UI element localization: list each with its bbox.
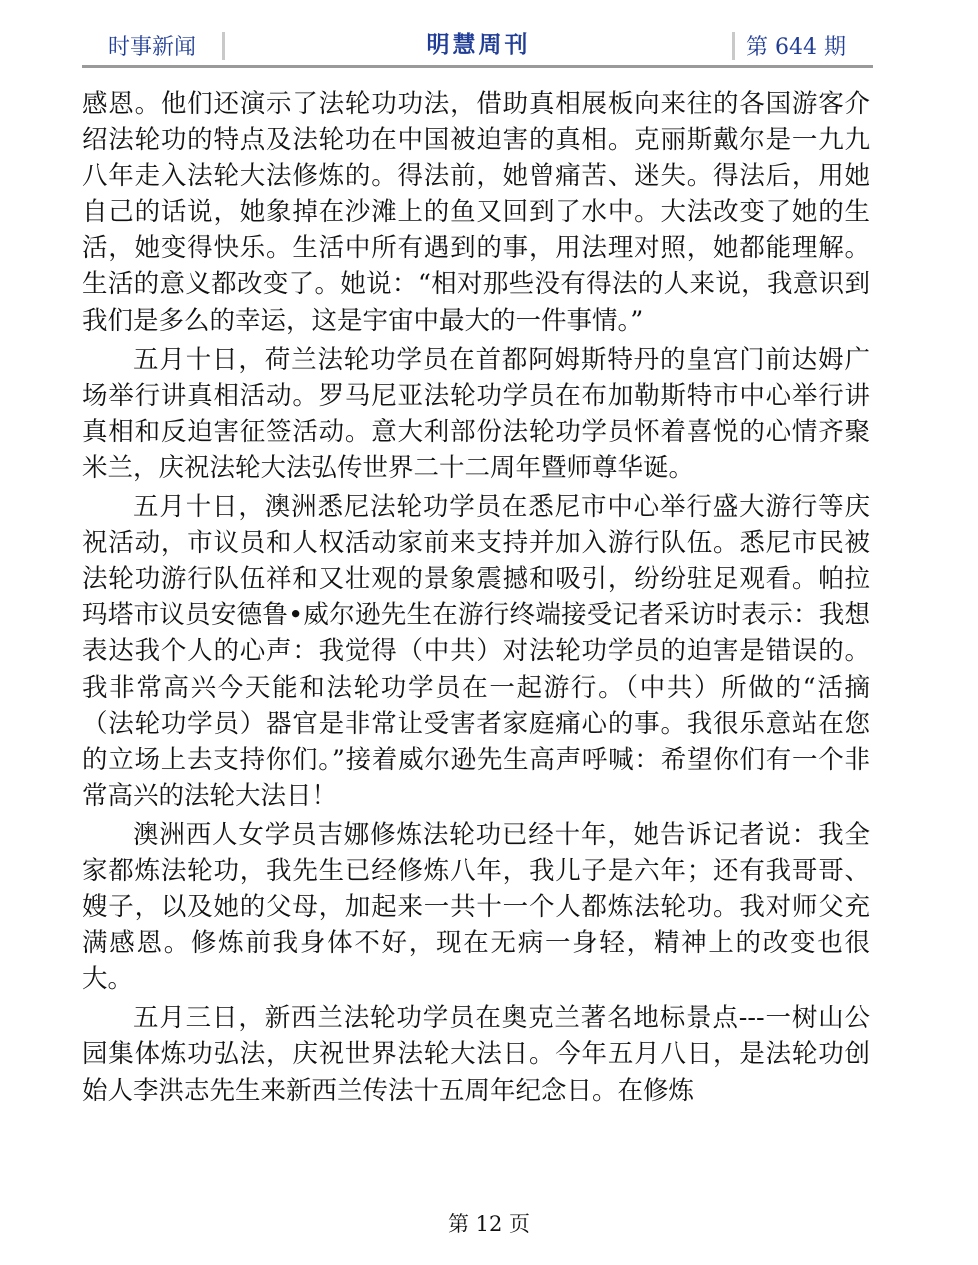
issue-number: 第 644 期 [746, 35, 846, 60]
header-divider [732, 32, 735, 60]
paragraph: 五月十日，荷兰法轮功学员在首都阿姆斯特丹的皇宫门前达姆广场举行讲真相活动。罗马尼亚法轮功学员在布加勒斯特市中心举行讲真相和反迫害征签活动。意大利部份法轮功学员怀着喜悦的心情齐聚米兰，庆祝法轮大法弘传世界二十二周年暨师尊华诞。 [82, 344, 870, 483]
paragraph: 澳洲西人女学员吉娜修炼法轮功已经十年，她告诉记者说：我全家都炼法轮功，我先生已经修炼八年，我儿子是六年；还有我哥哥、嫂子，以及她的父母，加起来一共十一个人都炼法轮功。我对师父充满感恩。修炼前我身体不好，现在无病一身轻，精神上的改变也很大。 [82, 819, 870, 995]
article-body [82, 86, 870, 1186]
page-number: 第 12 页 [447, 1212, 531, 1236]
page-header [82, 22, 873, 66]
publication-title: 明慧周刊 [426, 32, 531, 58]
paragraph: 感恩。他们还演示了法轮功功法，借助真相展板向来往的各国游客介绍法轮功的特点及法轮功在中国被迫害的真相。克丽斯戴尔是一九九八年走入法轮大法修炼的。得法前，她曾痛苦、迷失。得法后，用她自己的话说，她象掉在沙滩上的鱼又回到了水中。大法改变了她的生活，她变得快乐。生活中所有遇到的事，用法理对照，她都能理解。生活的意义都改变了。她说：“相对那些没有得法的人来说，我意识到我们是多么的幸运，这是宇宙中最大的一件事情。” [82, 89, 870, 336]
header-rule [82, 65, 873, 68]
paragraph: 五月三日，新西兰法轮功学员在奥克兰著名地标景点---一树山公园集体炼功弘法，庆祝世界法轮大法日。今年五月八日，是法轮功创始人李洪志先生来新西兰传法十五周年纪念日。在修炼 [82, 1003, 870, 1106]
paragraph: 五月十日，澳洲悉尼法轮功学员在悉尼市中心举行盛大游行等庆祝活动，市议员和人权活动家前来支持并加入游行队伍。悉尼市民被法轮功游行队伍祥和又壮观的景象震撼和吸引，纷纷驻足观看。帕拉玛塔市议员安德鲁•威尔逊先生在游行终端接受记者采访时表示：我想表达我个人的心声：我觉得（中共）对法轮功学员的迫害是错误的。我非常高兴今天能和法轮功学员在一起游行。（中共）所做的“活摘（法轮功学员）器官是非常让受害者家庭痛心的事。我很乐意站在您的立场上去支持你们。”接着威尔逊先生高声呼喊：希望你们有一个非常高兴的法轮大法日！ [82, 492, 870, 811]
section-label: 时事新闻 [108, 35, 197, 60]
